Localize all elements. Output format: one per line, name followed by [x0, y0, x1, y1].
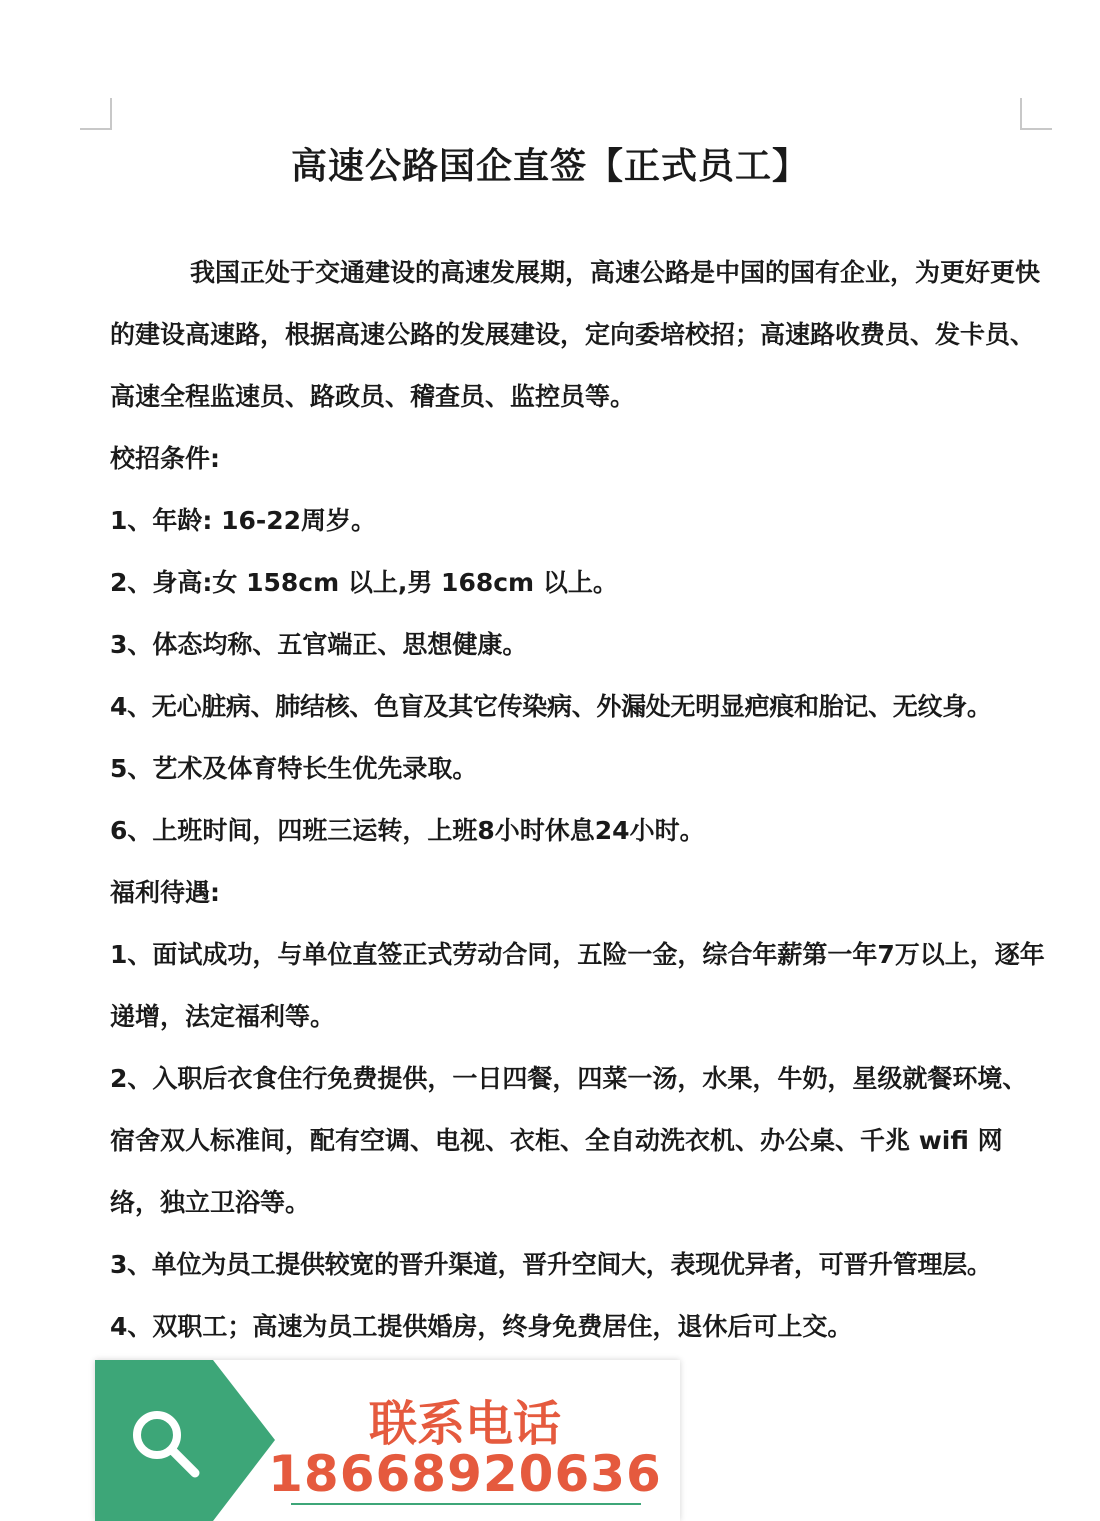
condition-item: 4、无心脏病、肺结核、色盲及其它传染病、外漏处无明显疤痕和胎记、无纹身。 — [110, 692, 992, 721]
condition-item: 3、体态均称、五官端正、思想健康。 — [110, 630, 528, 659]
benefit-item: 2、入职后衣食住行免费提供，一日四餐，四菜一汤，水果，牛奶，星级就餐环境、宿舍双人标准间，配有空调、电视、衣柜、全自动洗衣机、办公桌、千兆 wifi 网络，独立卫浴等。 — [110, 1064, 1028, 1217]
condition-item: 1、年龄: 16-22周岁。 — [110, 506, 377, 535]
conditions-heading: 校招条件: — [110, 444, 220, 473]
search-icon — [127, 1405, 205, 1483]
benefit-item: 4、双职工；高速为员工提供婚房，终身免费居住，退休后可上交。 — [110, 1312, 853, 1341]
condition-item: 2、身高:女 158cm 以上,男 168cm 以上。 — [110, 568, 618, 597]
intro-paragraph: 我国正处于交通建设的高速发展期，高速公路是中国的国有企业，为更好更快的建设高速路，根据高速公路的发展建设，定向委培校招；高速路收费员、发卡员、高速全程监速员、路政员、稽查员、监控员等。 — [110, 258, 1041, 411]
contact-label: 联系电话 — [368, 1396, 561, 1452]
page-corner-mark-left — [80, 98, 112, 130]
benefits-heading: 福利待遇: — [110, 878, 220, 907]
page-corner-mark-right — [1020, 98, 1052, 130]
benefit-item: 1、面试成功，与单位直签正式劳动合同，五险一金，综合年薪第一年7万以上，逐年递增，法定福利等。 — [110, 940, 1045, 1031]
condition-item: 5、艺术及体育特长生优先录取。 — [110, 754, 478, 783]
benefit-item: 3、单位为员工提供较宽的晋升渠道，晋升空间大，表现优异者，可晋升管理层。 — [110, 1250, 992, 1279]
contact-underline — [291, 1503, 641, 1505]
document-title: 高速公路国企直签【正式员工】 — [290, 146, 809, 187]
document-body — [110, 242, 1050, 1358]
condition-item: 6、上班时间，四班三运转，上班8小时休息24小时。 — [110, 816, 705, 845]
contact-phone-number[interactable]: 18668920636 — [268, 1445, 662, 1503]
contact-banner[interactable] — [95, 1360, 680, 1521]
